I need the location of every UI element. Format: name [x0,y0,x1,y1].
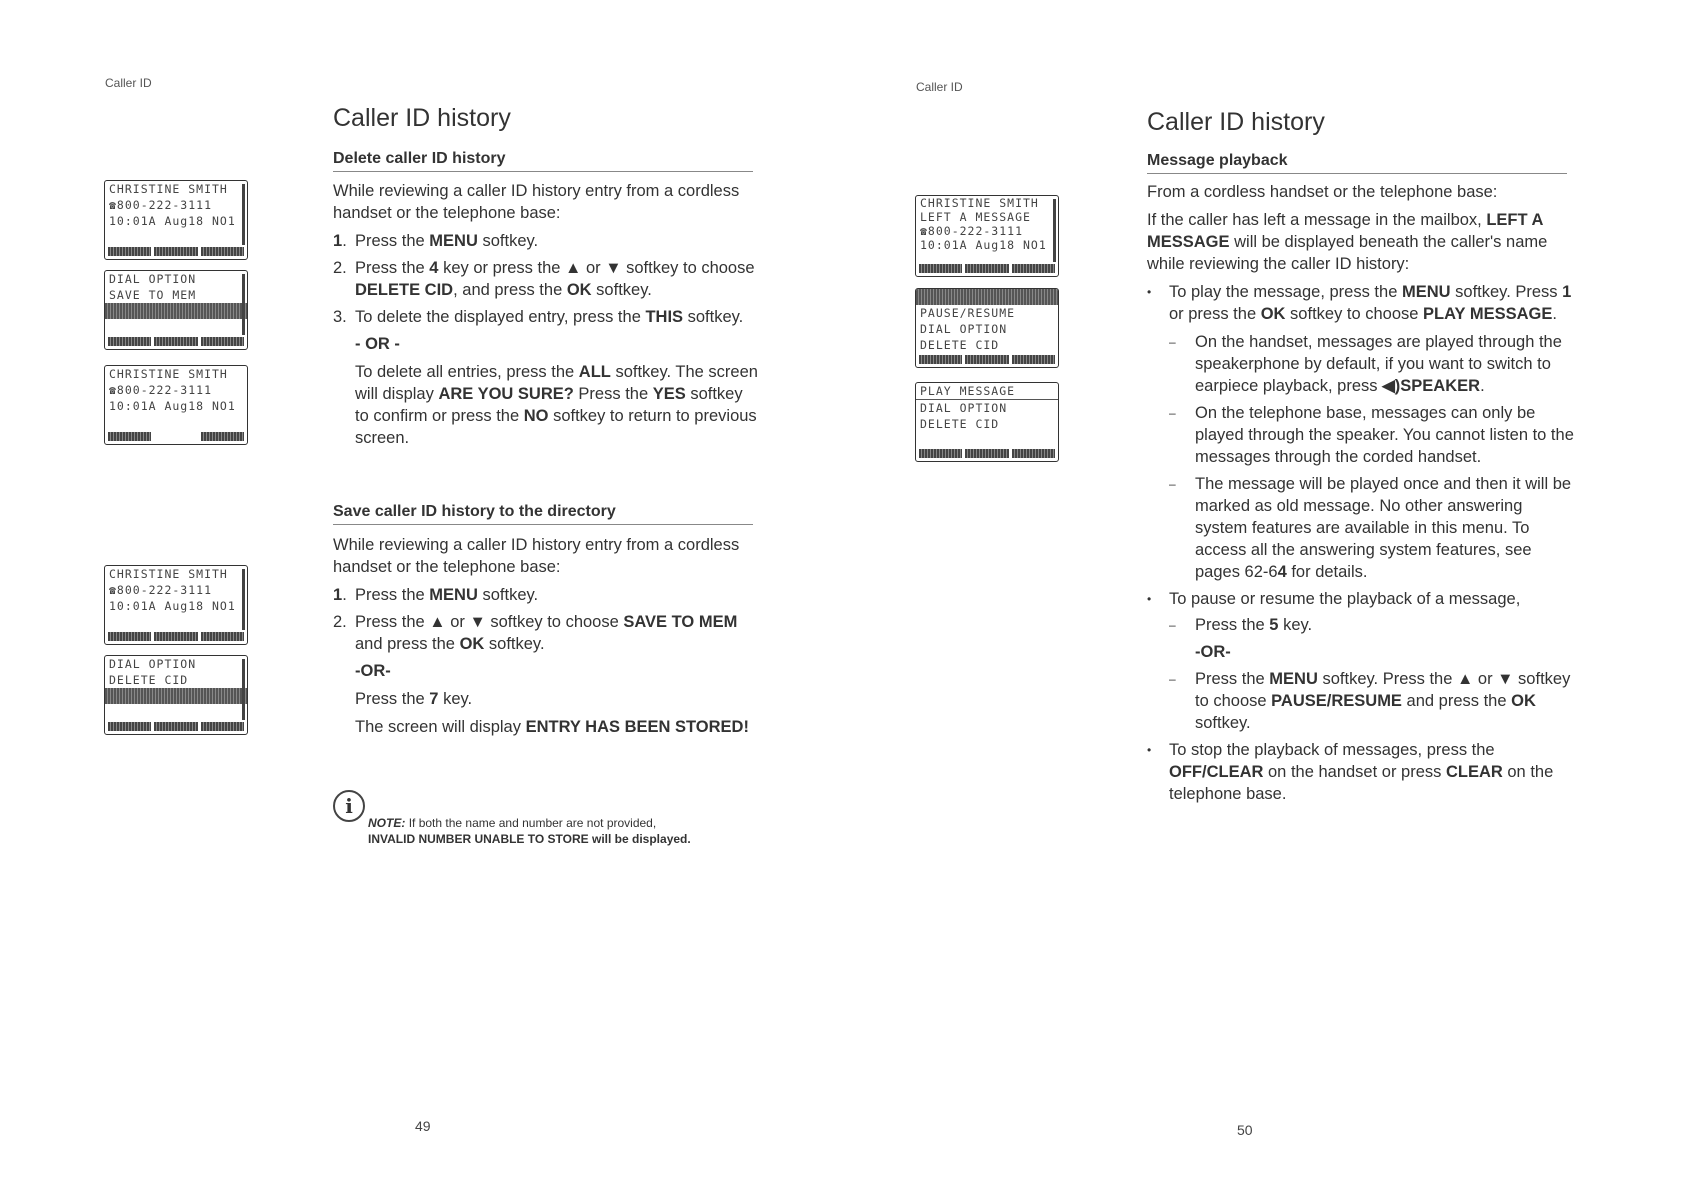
page-title: Caller ID history [333,104,511,132]
scrollbar [242,274,245,335]
lcd-screen [915,195,1059,277]
alternative: To delete all entries, press the ALL softkey. The screen will display ARE YOU SURE? Press the YES softkey to confirm or press the NO softkey to return to previous screen. [355,363,758,447]
softkey-bar [919,264,1055,273]
lcd-row: 10:01A Aug18 NO1 [109,599,236,613]
bullet-item: • To stop the playback of messages, press the OFF/CLEAR on the handset or press CLEAR on the telephone base. [1147,741,1554,803]
lcd-screen [104,565,248,645]
lcd-row: PAUSE/RESUME [920,306,1016,320]
sub-item: – The message will be played once and then it will be marked as old message. No other answering system features are available in this menu. To access all the answering system features, see pages 62-64 for details. [1169,475,1572,581]
section-heading: Save caller ID history to the directory [333,503,753,525]
alternative: Press the 7 key. [355,690,473,708]
lcd-row: ☎800-222-3111 [109,383,213,397]
or-separator: -OR- [1195,643,1231,661]
softkey-bar [919,449,1055,458]
lcd-row: 10:01A Aug18 NO1 [920,238,1047,252]
step: 3. To delete the displayed entry, press the THIS softkey. [333,308,744,326]
running-head: Caller ID [916,80,963,94]
scrollbar [242,659,245,720]
softkey-bar [108,247,244,256]
lcd-row: 10:01A Aug18 NO1 [109,399,236,413]
steps-list [333,584,758,655]
lcd-row: LEFT A MESSAGE [920,210,1031,224]
section-body [333,180,758,455]
result-text: The screen will display ENTRY HAS BEEN STORED! [355,718,749,736]
scrollbar [242,184,245,245]
running-head: Caller ID [105,76,152,90]
lcd-row: ☎800-222-3111 [109,583,213,597]
steps-list [333,230,758,328]
step: 2. Press the ▲ or ▼ softkey to choose SAVE TO MEM and press the OK softkey. [333,613,738,653]
page-number: 50 [1237,1122,1253,1138]
softkey-bar [108,432,244,441]
note-icon: i [333,790,365,822]
lcd-row-highlight [916,289,1058,305]
section-body [1147,181,1575,810]
softkey-bar [108,632,244,641]
lcd-row: CHRISTINE SMITH [920,196,1039,210]
lcd-screen [104,270,248,350]
lcd-row: DELETE CID [920,417,1000,431]
sub-item: – On the handset, messages are played through the speakerphone by default, if you want to switch to earpiece playback, press ◀)SPEAKER. [1169,333,1562,395]
sub-list [1169,614,1575,734]
softkey-bar [108,337,244,346]
or-separator: - OR - [355,335,400,353]
page-number: 49 [415,1118,431,1134]
step: 1. Press the MENU softkey. [333,586,539,604]
lcd-row-highlight [105,303,247,319]
lcd-row: PLAY MESSAGE [916,383,1058,400]
section-heading: Delete caller ID history [333,150,753,172]
lcd-row: SAVE TO MEM [109,288,197,302]
lcd-row: DIAL OPTION [920,322,1008,336]
lcd-row: CHRISTINE SMITH [109,367,228,381]
sub-item: – Press the MENU softkey. Press the ▲ or ▼ softkey to choose PAUSE/RESUME and press the OK softkey. [1169,670,1571,732]
scrollbar [1053,199,1056,262]
bullet-item: • To play the message, press the MENU softkey. Press 1 or press the OK softkey to choose PLAY MESSAGE. – On the handset, messages are played through the speakerphone by default, if you want to switch to earpiece playback, press ◀)SPEAKER. – On the telephone base, messages can only be played through the speaker. You cannot listen to the messages through the corded handset. – The message will be played once and then it will be marked as old message. No other answering system features are available in this menu. To access all the answering system features, see pages 62-64 for details. [1147,283,1574,581]
note: NOTE: If both the name and number are not provided, INVALID NUMBER UNABLE TO STORE will be displayed. [368,816,691,846]
lcd-screen [104,180,248,260]
step: 1. Press the MENU softkey. [333,232,539,250]
lcd-row-highlight [105,688,247,704]
or-separator: -OR- [355,662,391,680]
right-page [842,0,1684,1198]
intro: While reviewing a caller ID history entry from a cordless handset or the telephone base: [333,182,740,222]
sub-item: – On the telephone base, messages can only be played through the speaker. You cannot listen to the messages through the corded handset. [1169,404,1574,466]
lcd-row: 10:01A Aug18 NO1 [109,214,236,228]
lcd-row: DIAL OPTION [109,272,197,286]
section-heading: Message playback [1147,152,1567,174]
lcd-row: CHRISTINE SMITH [109,567,228,581]
scrollbar [242,569,245,630]
step: 2. Press the 4 key or press the ▲ or ▼ softkey to choose DELETE CID, and press the OK softkey. [333,259,755,299]
lcd-screen [104,365,248,445]
paragraph: If the caller has left a message in the mailbox, LEFT A MESSAGE will be displayed beneath the caller's name while reviewing the caller ID history: [1147,211,1548,273]
lcd-row: CHRISTINE SMITH [109,182,228,196]
lcd-row: DIAL OPTION [920,401,1008,415]
page-title: Caller ID history [1147,108,1325,136]
lcd-row: ☎800-222-3111 [109,198,213,212]
sub-list [1169,331,1575,583]
lcd-screen [915,382,1059,462]
lcd-row: DELETE CID [109,673,189,687]
softkey-bar [108,722,244,731]
bullet-list [1147,281,1575,805]
softkey-bar [919,355,1055,364]
lcd-screen [104,655,248,735]
sub-item: – Press the 5 key. [1169,616,1313,634]
intro: While reviewing a caller ID history entry from a cordless handset or the telephone base: [333,536,740,576]
section-body [333,534,758,744]
lcd-row: ☎800-222-3111 [920,224,1024,238]
lcd-row: DIAL OPTION [109,657,197,671]
lcd-screen [915,288,1059,368]
lcd-row: DELETE CID [920,338,1000,352]
bullet-item: • To pause or resume the playback of a message, – Press the 5 key. -OR- – Press the MENU softkey. Press the ▲ or ▼ softkey to choose PAUSE/RESUME and press the OK softkey. [1147,588,1575,734]
paragraph: From a cordless handset or the telephone base: [1147,183,1498,201]
